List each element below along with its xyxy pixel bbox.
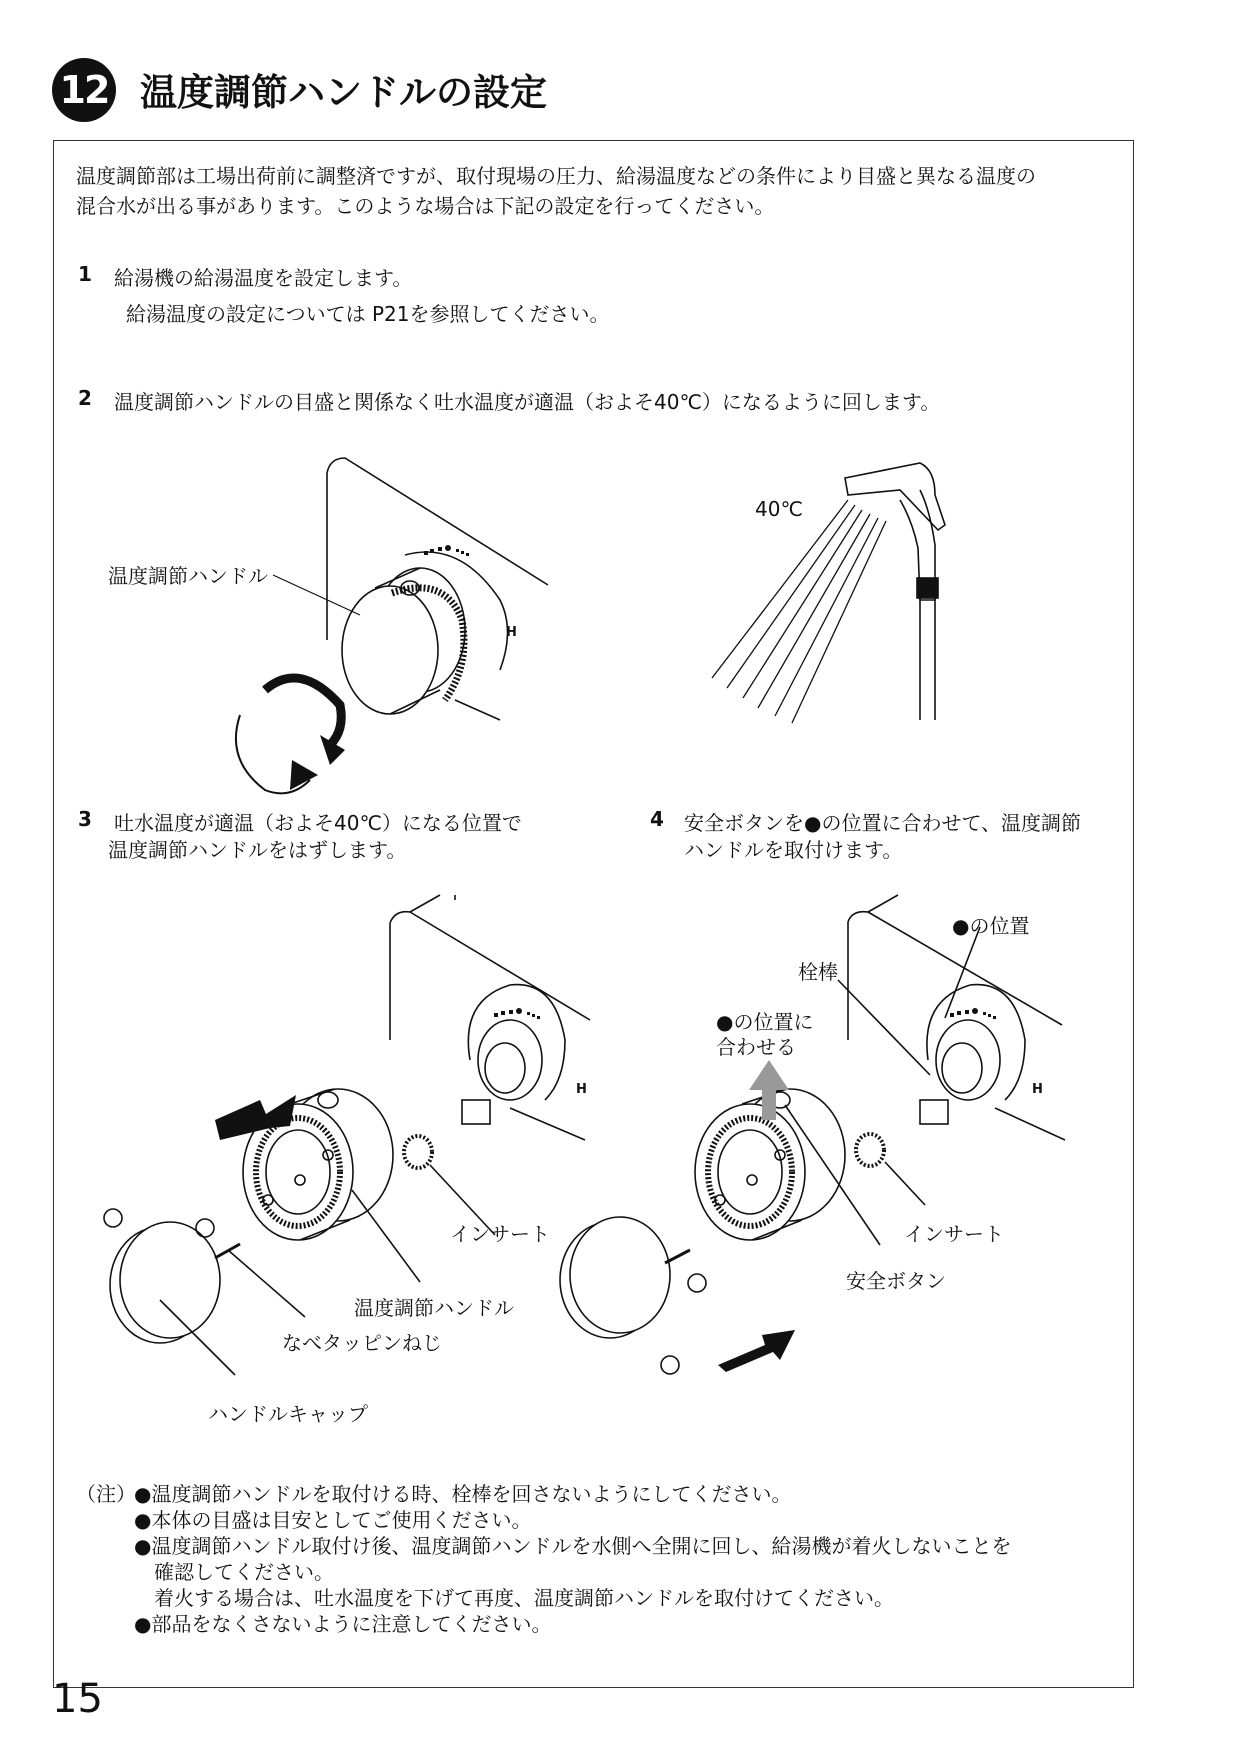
label-dial-h-2: H [576, 1082, 587, 1097]
step-3-line-2: 温度調節ハンドルをはずします。 [108, 838, 407, 862]
note-3-line-2: 確認してください。 [154, 1560, 334, 1584]
label-dial-h: H [506, 625, 517, 640]
label-insert: インサート [450, 1222, 550, 1246]
label-dial-h-3: H [1032, 1082, 1043, 1097]
label-spindle: 栓棒 [798, 960, 838, 984]
label-insert-2: インサート [904, 1222, 1004, 1246]
notes-prefix: （注） [76, 1482, 136, 1506]
note-2: ●本体の目盛は目安としてご使用ください。 [134, 1508, 532, 1532]
label-handle-2: 温度調節ハンドル [354, 1296, 514, 1320]
note-4: ●部品をなくさないように注意してください。 [134, 1612, 552, 1636]
step-2-text: 温度調節ハンドルの目盛と関係なく吐水温度が適温（およそ40℃）になるように回します。 [114, 390, 941, 414]
label-temperature: 40℃ [755, 497, 803, 521]
section-number-badge: 12 [52, 58, 116, 122]
step-2-number: 2 [78, 386, 92, 410]
intro-line-1: 温度調節部は工場出荷前に調整済ですが、取付現場の圧力、給湯温度などの条件により目盛と異なる温度の [76, 164, 1036, 188]
label-screw: なべタッピンねじ [282, 1331, 442, 1355]
note-1: ●温度調節ハンドルを取付ける時、栓棒を回さないようにしてください。 [134, 1482, 792, 1506]
step-4-number: 4 [650, 807, 664, 831]
step-3-number: 3 [78, 807, 92, 831]
label-handle: 温度調節ハンドル [108, 564, 268, 588]
label-position: ●の位置 [952, 914, 1030, 938]
label-cap: ハンドルキャップ [208, 1402, 368, 1426]
step-3-line-1: 吐水温度が適温（およそ40℃）になる位置で [114, 811, 522, 835]
step-4-line-1: 安全ボタンを●の位置に合わせて、温度調節 [684, 811, 1082, 835]
label-align-line-1: ●の位置に [716, 1010, 814, 1034]
page-title: 温度調節ハンドルの設定 [140, 71, 547, 114]
step-1-subtext: 給湯温度の設定については P21を参照してください。 [126, 302, 610, 326]
intro-line-2: 混合水が出る事があります。このような場合は下記の設定を行ってください。 [76, 194, 775, 218]
page-number: 15 [52, 1676, 103, 1722]
label-align-line-2: 合わせる [716, 1035, 796, 1059]
step-1-text: 給湯機の給湯温度を設定します。 [114, 266, 413, 290]
step-1-number: 1 [78, 262, 92, 286]
label-safety-button: 安全ボタン [846, 1269, 946, 1293]
note-3-line-1: ●温度調節ハンドル取付け後、温度調節ハンドルを水側へ全開に回し、給湯機が着火しないことを [134, 1534, 1012, 1558]
step-4-line-2: ハンドルを取付けます。 [684, 838, 903, 862]
note-3-line-3: 着火する場合は、吐水温度を下げて再度、温度調節ハンドルを取付けてください。 [154, 1586, 894, 1610]
